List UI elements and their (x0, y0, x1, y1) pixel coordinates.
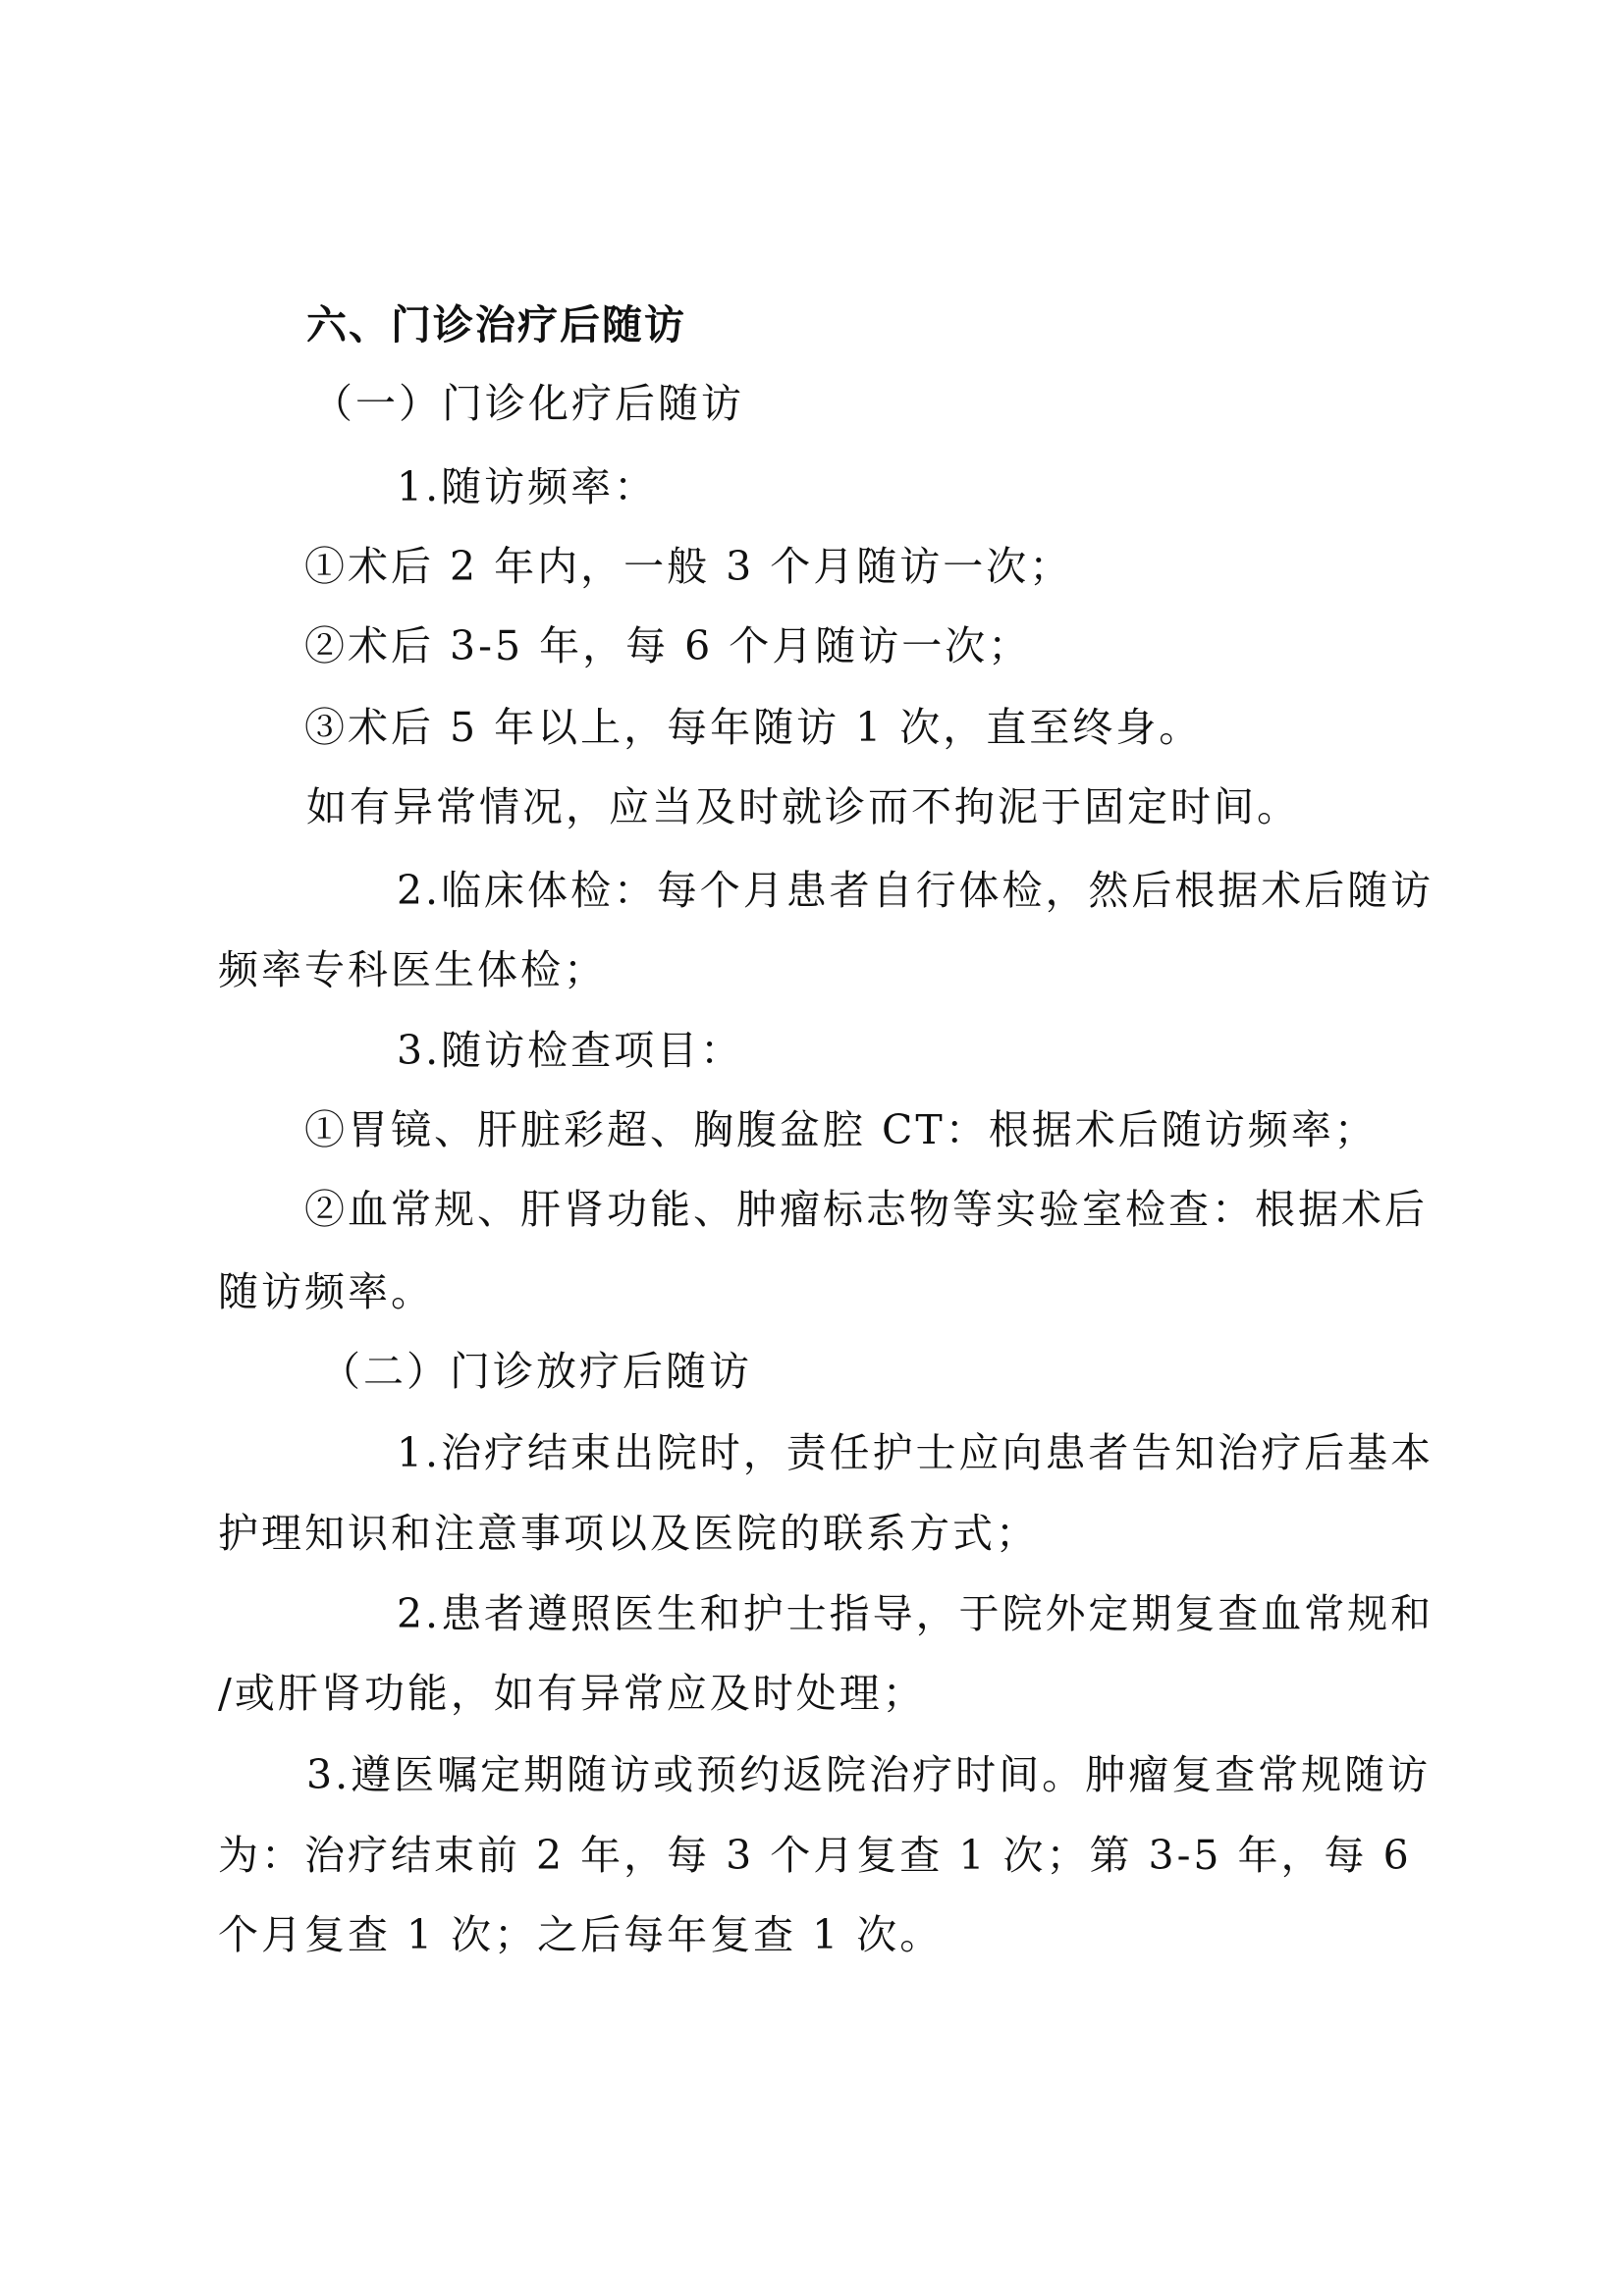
exam-item-1: ①胃镜、肝脏彩超、胸腹盆腔 CT：根据术后随访频率； (304, 1106, 1378, 1153)
part2-heading: （二）门诊放疗后随访 (320, 1348, 752, 1395)
frequency-item-2: ②术后 3-5 年，每 6 个月随访一次； (304, 622, 1032, 669)
exam-item-2-line-2: 随访频率。 (218, 1268, 434, 1315)
part2-para-2-line-1: 2.患者遵照医生和护士指导，于院外定期复查血常规和 (397, 1590, 1435, 1637)
clinical-exam-line-1: 2.临床体检：每个月患者自行体检，然后根据术后随访 (397, 867, 1435, 914)
part2-para-3-line-3: 个月复查 1 次；之后每年复查 1 次。 (218, 1911, 944, 1958)
part2-para-1-line-1: 1.治疗结束出院时，责任护士应向患者告知治疗后基本 (397, 1429, 1435, 1476)
exam-items-title: 3.随访检查项目： (397, 1027, 744, 1074)
frequency-item-1: ①术后 2 年内，一般 3 个月随访一次； (304, 543, 1073, 590)
exam-item-2-line-1: ②血常规、肝肾功能、肿瘤标志物等实验室检查：根据术后 (304, 1186, 1428, 1233)
frequency-note: 如有异常情况，应当及时就诊而不拘泥于固定时间。 (306, 783, 1300, 830)
part2-para-3-line-2: 为：治疗结束前 2 年，每 3 个月复查 1 次；第 3-5 年，每 6 (218, 1832, 1412, 1879)
part1-heading: （一）门诊化疗后随访 (312, 380, 744, 427)
part2-para-3-line-1: 3.遵医嘱定期随访或预约返院治疗时间。肿瘤复查常规随访 (306, 1751, 1432, 1798)
clinical-exam-line-2: 频率专科医生体检； (218, 946, 607, 993)
part2-para-2-line-2: /或肝肾功能，如有异常应及时处理； (218, 1670, 926, 1717)
part2-para-1-line-2: 护理知识和注意事项以及医院的联系方式； (218, 1510, 1039, 1557)
frequency-title: 1.随访频率： (397, 463, 658, 510)
section-heading: 六、门诊治疗后随访 (306, 301, 686, 348)
frequency-item-3: ③术后 5 年以上，每年随访 1 次，直至终身。 (304, 704, 1203, 751)
